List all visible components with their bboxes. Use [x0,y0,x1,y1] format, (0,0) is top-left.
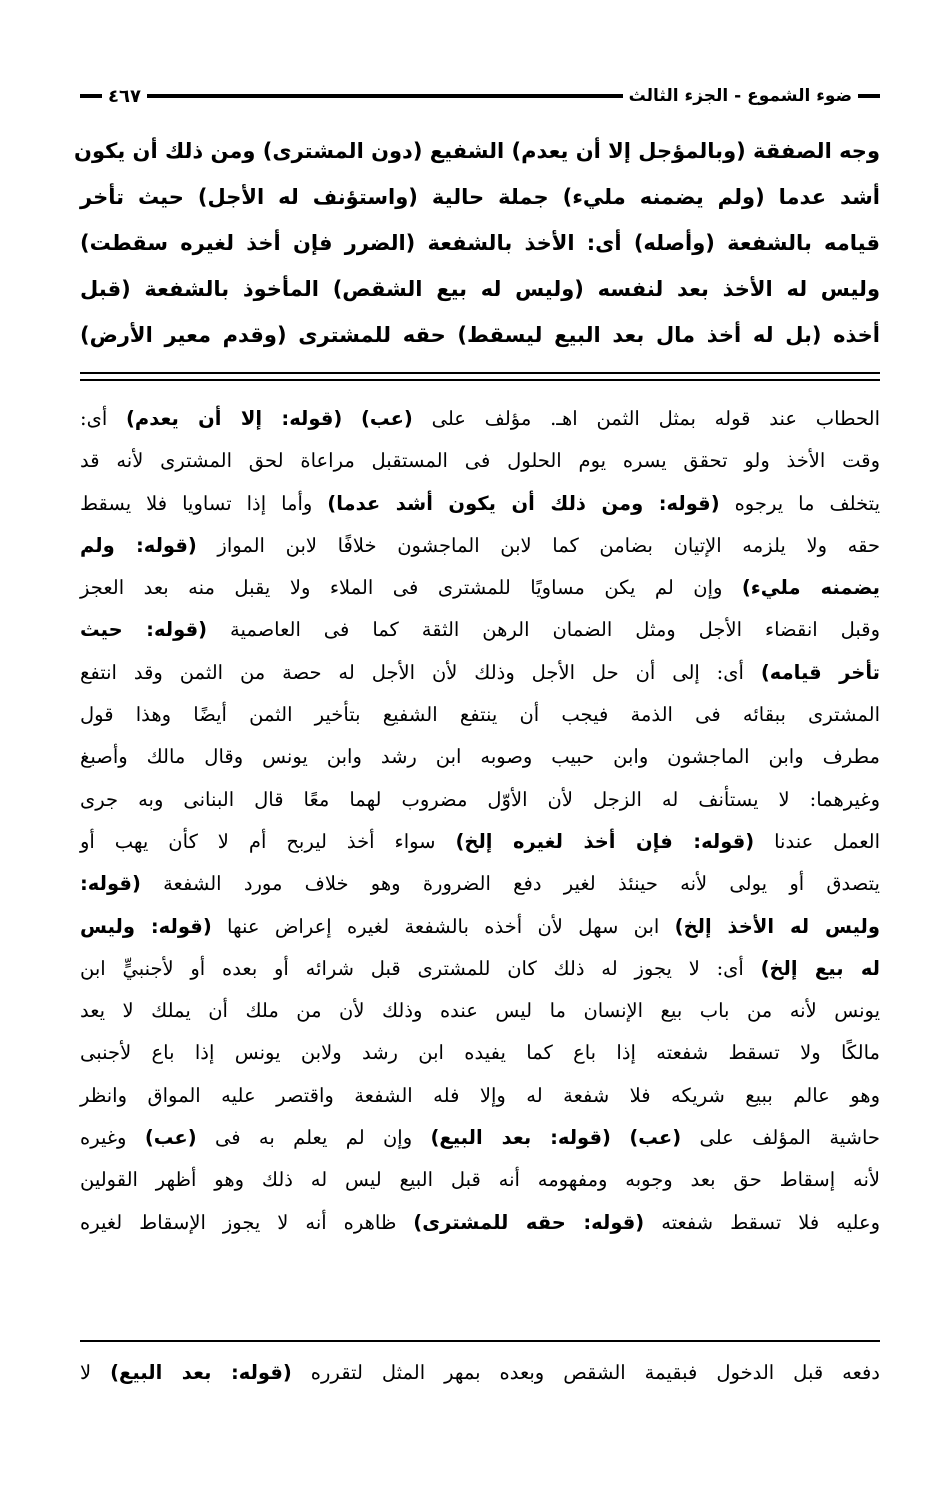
footnote-line [80,1352,880,1394]
text-segment: لا [80,1361,111,1384]
quoted-term: (عب) [629,1126,682,1150]
main-text-line: أخذه (بل له أخذ مال بعد البيع ليسقط) حقه للمشترى (وقدم معير الأرض) [80,323,880,347]
text-segment: وإن لم يعلم به فى [196,1126,431,1150]
quoted-term: (قوله: ومن ذلك أن يكون أشد عدما) [327,491,720,515]
text-segment: ظاهره أنه لا يجوز الإسقاط لغيره [80,1210,414,1234]
commentary-line [80,990,880,1032]
quoted-term: تأخر قيامه) [760,660,880,684]
commentary-line [80,821,880,863]
text-segment: وإن لم يكن مساويًا للمشترى فى الملاء ولا يقبل منه بعد العجز [80,576,742,600]
running-header [80,82,880,110]
quoted-term: (قوله: بعد البيع) [110,1361,292,1384]
main-text-line: قيامه بالشفعة (وأصله) أى: الأخذ بالشفعة (الضرر فإن أخذ لغيره سقطت) [80,231,880,255]
text-segment: سواء أخذ ليربح أم لا كأن يهب أو [80,829,456,853]
text-segment: وقبل انقضاء الأجل ومثل الضمان الرهن الثقة كما فى العاصمية [207,618,881,642]
quoted-term: (عب) [144,1126,197,1150]
text-segment [611,1126,629,1149]
page-number: ٤٦٧ [108,85,141,107]
quoted-term: (قوله: وليس [80,914,212,938]
text-segment: المشترى ببقائه فى الذمة فيجب أن ينتفع الشفيع بتأخير الثمن أيضًا وهذا قول [80,703,880,727]
commentary-line [80,736,880,778]
text-segment: وغيرهما: لا يستأنف له الزجل لأن الأوّل مضروب لهما معًا قال البنانى وبه جرى [80,787,880,811]
commentary-line [80,652,880,694]
text-segment: أى: [80,407,127,430]
quoted-term: (قوله: حقه للمشترى) [413,1210,645,1234]
quoted-term: (عب) [361,407,413,430]
commentary-text [80,398,880,1244]
text-segment: لأنه إسقاط حق بعد وجوبه ومفهومه أنه قبل البيع ليس له ذلك وهو أظهر القولين [80,1168,880,1192]
text-segment: يتصدق أو يولى لأنه حينئذ لغير دفع الضرورة وهو خلاف مورد الشفعة [140,872,880,896]
commentary-line [80,779,880,821]
text-segment: العمل عندنا [754,829,880,853]
commentary-line [80,1075,880,1117]
commentary-line [80,525,880,567]
footnote-divider [80,1340,880,1342]
text-segment: وهو عالم ببيع شريكه فلا شفعة له وإلا فله الشفعة واقتصر عليه المواق وانظر [80,1083,880,1107]
text-segment: أى: إلى أن حل الأجل وذلك لأن الأجل له حصة من الثمن وقد انتفع [80,660,761,684]
quoted-term: يضمنه مليء) [741,576,880,600]
text-segment: دفعه قبل الدخول فبقيمة الشقص وبعده بمهر المثل لتقرره [291,1361,880,1384]
commentary-line [80,398,880,440]
quoted-term: (قوله: [80,872,141,896]
commentary-line [80,1159,880,1201]
commentary-line [80,440,880,482]
text-segment: مطرف وابن الماجشون وابن حبيب وصوبه ابن رشد وابن يونس وقال مالك وأصبغ [80,745,880,769]
commentary-line [80,906,880,948]
section-divider [80,372,880,381]
quoted-term: (قوله: حيث [80,618,208,642]
quoted-term: له بيع إلخ) [760,956,880,980]
quoted-term: (قوله: بعد البيع) [430,1126,611,1150]
text-segment [342,407,361,430]
quoted-term: وليس له الأخذ إلخ) [674,914,880,938]
commentary-line [80,609,880,651]
text-segment: حاشية المؤلف على [681,1126,880,1150]
footnote-text [80,1352,880,1394]
text-segment: وغيره [80,1126,145,1150]
text-segment: مالكًا ولا تسقط شفعته إذا باع كما يفيده ابن رشد ولابن يونس إذا باع لأجنبى [80,1041,880,1065]
commentary-line [80,483,880,525]
text-segment: يتخلف ما يرجوه [719,491,880,515]
main-text [74,128,880,358]
text-segment: ابن سهل لأن أخذه بالشفعة لغيره إعراض عنها [211,914,675,938]
text-segment: أى: لا يجوز له ذلك كان للمشترى قبل شرائه أو بعده أو لأجنبيٍّ ابن [80,956,761,980]
text-segment: وقت الأخذ ولو تحقق يسره يوم الحلول فى المستقبل مراعاة لحق المشترى لأنه قد [80,449,880,473]
quoted-term: (قوله: فإن أخذ لغيره إلخ) [455,829,755,853]
text-segment: الحطاب عند قوله بمثل الثمن اهـ. مؤلف على [412,407,880,430]
commentary-line [80,948,880,990]
commentary-line [80,1202,880,1244]
text-segment: وأما إذا تساويا فلا يسقط [80,491,328,515]
text-segment: يونس لأنه من باب بيع الإنسان ما ليس عنده وذلك لأن من ملك أن يملك لا يعد [80,999,880,1023]
main-text-line: وليس له الأخذ بعد لنفسه (وليس له بيع الشقص) المأخوذ بالشفعة (قبل [80,277,880,301]
text-segment: حقه ولا يلزمه الإتيان بضامن كما لابن الماجشون خلافًا لابن المواز [196,533,881,557]
commentary-line [80,863,880,905]
main-text-line: وجه الصفقة (وبالمؤجل إلا أن يعدم) الشفيع (دون المشترى) ومن ذلك أن يكون [74,139,880,163]
quoted-term: (قوله: ولم [80,533,197,557]
header-rule [147,94,623,98]
commentary-line [80,694,880,736]
quoted-term: (قوله: إلا أن يعدم) [126,407,343,430]
main-text-line: أشد عدما (ولم يضمنه مليء) جملة حالية (واستؤنف له الأجل) حيث تأخر [80,185,880,209]
book-title: ضوء الشموع - الجزء الثالث [628,86,852,106]
commentary-line [80,567,880,609]
commentary-line [80,1032,880,1074]
header-dash-left [80,94,102,98]
book-page [74,0,881,1493]
header-dash-right [858,94,880,98]
commentary-line [80,1117,880,1159]
text-segment: وعليه فلا تسقط شفعته [644,1210,880,1234]
